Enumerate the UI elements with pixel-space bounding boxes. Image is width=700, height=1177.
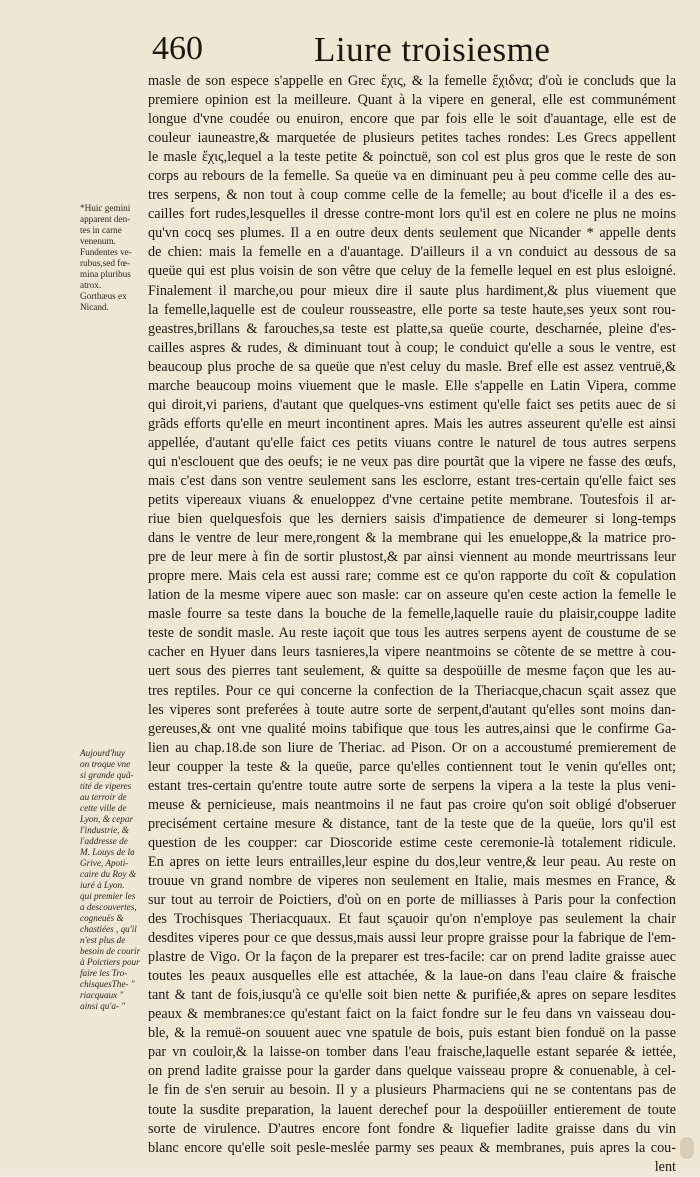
- text-line: lien au chap.18.de son liure de Theriac. ad Pison. Or on a accoustumé premierement de: [148, 739, 676, 756]
- marginal-note-line: tes in carne: [80, 225, 122, 235]
- text-line: toutes les peaux ausquelles elle est attachée, & la laue-on dans l'eau claire & fraische: [148, 968, 676, 985]
- text-line: estant tres-certain qu'entre toute autre sorte de serpens la vipera a la teste la plus veni-: [148, 777, 676, 794]
- text-line: appellée, d'autant qu'elle faict ces petits viuans contre le naturel de tous autres serpens: [148, 434, 676, 451]
- marginal-note-line: chisquesThe- ": [80, 979, 135, 989]
- text-line: longue d'vne coudée ou enuiron, encore que par fois elle le soit d'auantage, elle est de: [148, 111, 676, 128]
- text-line: on prend ladite graisse pour la garder dans quelque vaisseau propre & conuenable, à cel-: [148, 1063, 676, 1080]
- text-line: leur coupper la teste & la queüe, parce qu'elles contiennent tout le venin qu'elles ont;: [148, 758, 676, 775]
- text-line: peaux & membranes:ce qu'estant faict on la faict fondre sur le feu dans vn vaisseau dou-: [148, 1006, 676, 1023]
- marginal-note-line: Gorthæus ex: [80, 291, 127, 301]
- marginal-note-line: Nicand.: [80, 302, 109, 312]
- marginal-note-line: *Huic gemini: [80, 203, 131, 213]
- text-line: qui diroit,vi pariens, d'autant que quelques-vns estiment qu'elle faict ses petits auec de si: [148, 396, 676, 413]
- marginal-note-lower: [80, 748, 146, 1012]
- text-line: sorte de virulence. D'autres encore font fondre & liquefier ladite graisse dans du vin: [148, 1120, 676, 1137]
- text-line: cailles fort rudes,lesquelles il dresse contre-mont lors qu'il est en colere ne plus ne moins: [148, 206, 676, 223]
- marginal-note-line: chastiées , qu'il: [80, 924, 137, 934]
- marginal-note-line: faire les Tro-: [80, 968, 128, 978]
- text-line: qu'vn cocq ses plumes. Il a en outre deux dents seulement que Nicander * appelle dents: [148, 225, 676, 242]
- page-number: 460: [152, 30, 203, 67]
- text-line: la femelle,laquelle est de couleur rousseastre, elle porte sa teste haute,ses yeux sont rou-: [148, 301, 676, 318]
- marginal-note-line: atrox.: [80, 280, 102, 290]
- text-line: blanc encore qu'elle soit pesle-meslée parmy ses peaux & membranes, puis apres la cou-: [148, 1139, 676, 1156]
- marginal-note-line: si grande quã-: [80, 770, 134, 780]
- text-line: gereuses,& ont vne qualité moins tabifique que tous les autres,ainsi que le confirme Ga-: [148, 720, 676, 737]
- text-line: propre mere. Mais cela est aussi rare; comme est ce qu'on rapporte du coït & copulation: [148, 568, 676, 585]
- marginal-note-line: n'est plus de: [80, 935, 126, 945]
- text-line: lent: [654, 1158, 676, 1175]
- marginal-note-line: Lyon, & cepar: [80, 814, 134, 824]
- marginal-note-line: Aujourd'huy: [80, 748, 126, 758]
- marginal-note-line: tité de viperes: [80, 781, 132, 791]
- text-line: En apres on iette leurs entrailles,leur espine du dos,leur ventre,& leur peau. Au reste on: [148, 853, 676, 870]
- text-line: petits vipereaux viuans & enueloppez d'vne certaine petite membrane. Toutesfois il ar-: [148, 492, 676, 509]
- marginal-note-line: l'addresse de: [80, 836, 128, 846]
- marginal-note-line: caire du Roy &: [80, 869, 137, 879]
- marginal-note-line: l'industrie, &: [80, 825, 129, 835]
- text-line: ble, & la remuë-on souuent auec vne spatule de bois, puis estant bien fonduë on la passe: [148, 1025, 676, 1042]
- marginal-note-line: M. Louys de la: [80, 847, 135, 857]
- running-title: Liure troisiesme: [314, 30, 551, 69]
- text-line: tres reptiles. Pour ce qui concerne la confection de la Theriacque,chacun sçait assez que: [148, 682, 676, 699]
- text-line: meuse & pernicieuse, mais neantmoins il ne faut pas croire qu'on soit obligé d'obseruer: [148, 796, 676, 813]
- marginal-note-line: mina pluribus: [80, 269, 131, 279]
- marginal-note-line: ainsi qu'a- ": [80, 1001, 126, 1011]
- text-line: par vn couloir,& la laisse-on tomber dans l'eau fraische,laquelle estant separée & iettée,: [148, 1044, 676, 1061]
- text-line: premiere opinion est la meilleure. Quant à la vipere en general, elle est communément: [148, 92, 676, 109]
- text-line: dans le ventre de leur mere,rongent & la membrane qui les enueloppe,& la matrice pro-: [148, 530, 676, 547]
- text-line: mais c'est dans son ventre seulement sans les esclorre, estant tres-certain qu'elle faict ses: [148, 472, 676, 489]
- marginal-note-line: rubus,sed fœ-: [80, 258, 131, 268]
- marginal-note-line: on troque vne: [80, 759, 131, 769]
- text-line: cailles aspres & rudes, & diminuant tout à coup; le conduict qu'elle a sous le ventre, est: [148, 339, 676, 356]
- text-line: le masle ἔχις,lequel a la teste petite & poinctuë, son col est plus gros que le reste de son: [148, 149, 676, 166]
- page-header: [152, 30, 672, 74]
- marginal-note-line: apparent den-: [80, 214, 131, 224]
- text-line: de chien: mais la femelle en a d'auantage. D'ailleurs il a vn conduict au dessous de sa: [148, 244, 676, 261]
- marginal-note-upper: [80, 203, 148, 313]
- text-line: masle de son espece s'appelle en Grec ἔχις, & la femelle ἔχιδνα; d'où ie concluds que la: [148, 73, 676, 89]
- marginal-note-line: riacquaux ": [80, 990, 124, 1000]
- text-line: trouue vn grand nombre de viperes non seulement en Italie, mais mesmes en France, &: [148, 872, 676, 889]
- marginal-note-line: iuré à Lyon.: [80, 880, 125, 890]
- text-line: couleur iauneastre,& marquetée de plusieurs petites taches rondes: Les Grecs appellent: [148, 130, 676, 147]
- text-line: pre de leur mere à fin de sortir plustost,& par ainsi viennent au monde meurtrissans leur: [148, 549, 676, 566]
- marginal-note-line: Fundentes ve-: [80, 247, 132, 257]
- marginal-note-line: à Poictiers pour: [80, 957, 140, 967]
- text-line: masle fourre sa teste dans la bouche de la femelle,laquelle rauie du plaisir,couppe ladite: [148, 606, 676, 623]
- text-line: desdites viperes pour ce que dessus,mais aussi leur propre graisse pour la fabrique de l'em-: [148, 930, 676, 947]
- text-line: des Trochisques Theriacquaux. Et faut sçauoir qu'on n'employe pas seulement la chair: [148, 911, 676, 928]
- text-line: toute la susdite preparation, la lauent derechef pour la despoüiller entierement de toute: [148, 1101, 676, 1118]
- marginal-note-line: qui premier les: [80, 891, 136, 901]
- text-line: Finalement il marche,ou pour mieux dire il saute plus hardiment,& plus viuement que: [148, 282, 676, 299]
- text-line: geastres,brillans & farouches,sa teste est platte,sa queüe courte, descharnée, pleine d'es-: [148, 320, 676, 337]
- text-line: plastre de Vigo. Or la façon de la preparer est tres-facile: car on prend ladite graisse auec: [148, 949, 676, 966]
- text-line: riue bien quelquesfois que les derniers saisis d'impatience de demeurer si long-temps: [148, 511, 676, 528]
- text-line: beaucoup plus proche de sa queüe que n'est celuy du masle. Bref elle est assez ventruë,&: [148, 358, 676, 375]
- text-line: question de les coupper: car Dioscoride estime ceste ceremonie-là totalement ridicule.: [148, 834, 676, 851]
- text-line: corps au rebours de la femelle. Sa queüe va en diminuant peu à peu comme celle des au-: [148, 168, 676, 185]
- text-line: teste de sondit masle. Au reste iaçoit que tous les autres serpens ayent de coustume de se: [148, 625, 676, 642]
- text-line: tres serpens, & non tout à coup comme celle de la femelle; au bout d'icelle il a des es-: [148, 187, 676, 204]
- text-line: grãds efforts qu'elle en meurt incontinent apres. Mais les autres asseurent qu'elle est ainsi: [148, 415, 676, 432]
- marginal-note-line: besoin de courir: [80, 946, 141, 956]
- page-corner-stain: [680, 1137, 694, 1159]
- text-line: marche beaucoup moins viuement que le masle. Elle s'appelle en Latin Vipera, comme: [148, 377, 676, 394]
- text-line: cacher en Hyuer dans leurs tasnieres,la vipere neantmoins se cõtente de se mettre à cou-: [148, 644, 676, 661]
- marginal-note-line: cogneuës &: [80, 913, 124, 923]
- text-line: uert sous des pierres tant seulement, & quitte sa despoüille de mesme façon que les au-: [148, 663, 676, 680]
- marginal-note-line: cette ville de: [80, 803, 127, 813]
- main-text-block: [148, 72, 676, 1177]
- text-line: precisément certaine mesure & distance, tant de la teste que de la queüe, lors qu'il est: [148, 815, 676, 832]
- marginal-note-line: au terroir de: [80, 792, 127, 802]
- text-line: le fin de s'en seruir au besoin. Il y a plusieurs Pharmaciens qui ne se contentans pas de: [148, 1082, 676, 1099]
- text-line: queüe qui est plus voisin de son vêtre que celuy de la femelle lequel en est plus esloigné.: [148, 263, 676, 280]
- body-paragraph: [148, 72, 676, 1177]
- marginal-note-line: Grive, Apoti-: [80, 858, 129, 868]
- text-line: lation de la mesme vipere auec son masle: car on asseure qu'en ceste action la femelle le: [148, 587, 676, 604]
- text-line: les viperes sont preferées à toute autre sorte de serpent,d'autant qu'elles sont moins dan-: [148, 701, 676, 718]
- marginal-note-line: venenum.: [80, 236, 116, 246]
- text-line: sur tout au terroir de Poictiers, d'où on en porte de milliasses à Paris pour la confection: [148, 892, 676, 909]
- text-line: qui n'esclouent que des oeufs; ie ne veux pas dire pourtãt que la vipere ne fasse des œufs,: [148, 453, 676, 470]
- marginal-note-line: a descouvertes,: [80, 902, 137, 912]
- text-line: tant & tant de fois,iusqu'à ce qu'elle soit bien nette & purifiée,& apres on separe lesdites: [148, 987, 676, 1004]
